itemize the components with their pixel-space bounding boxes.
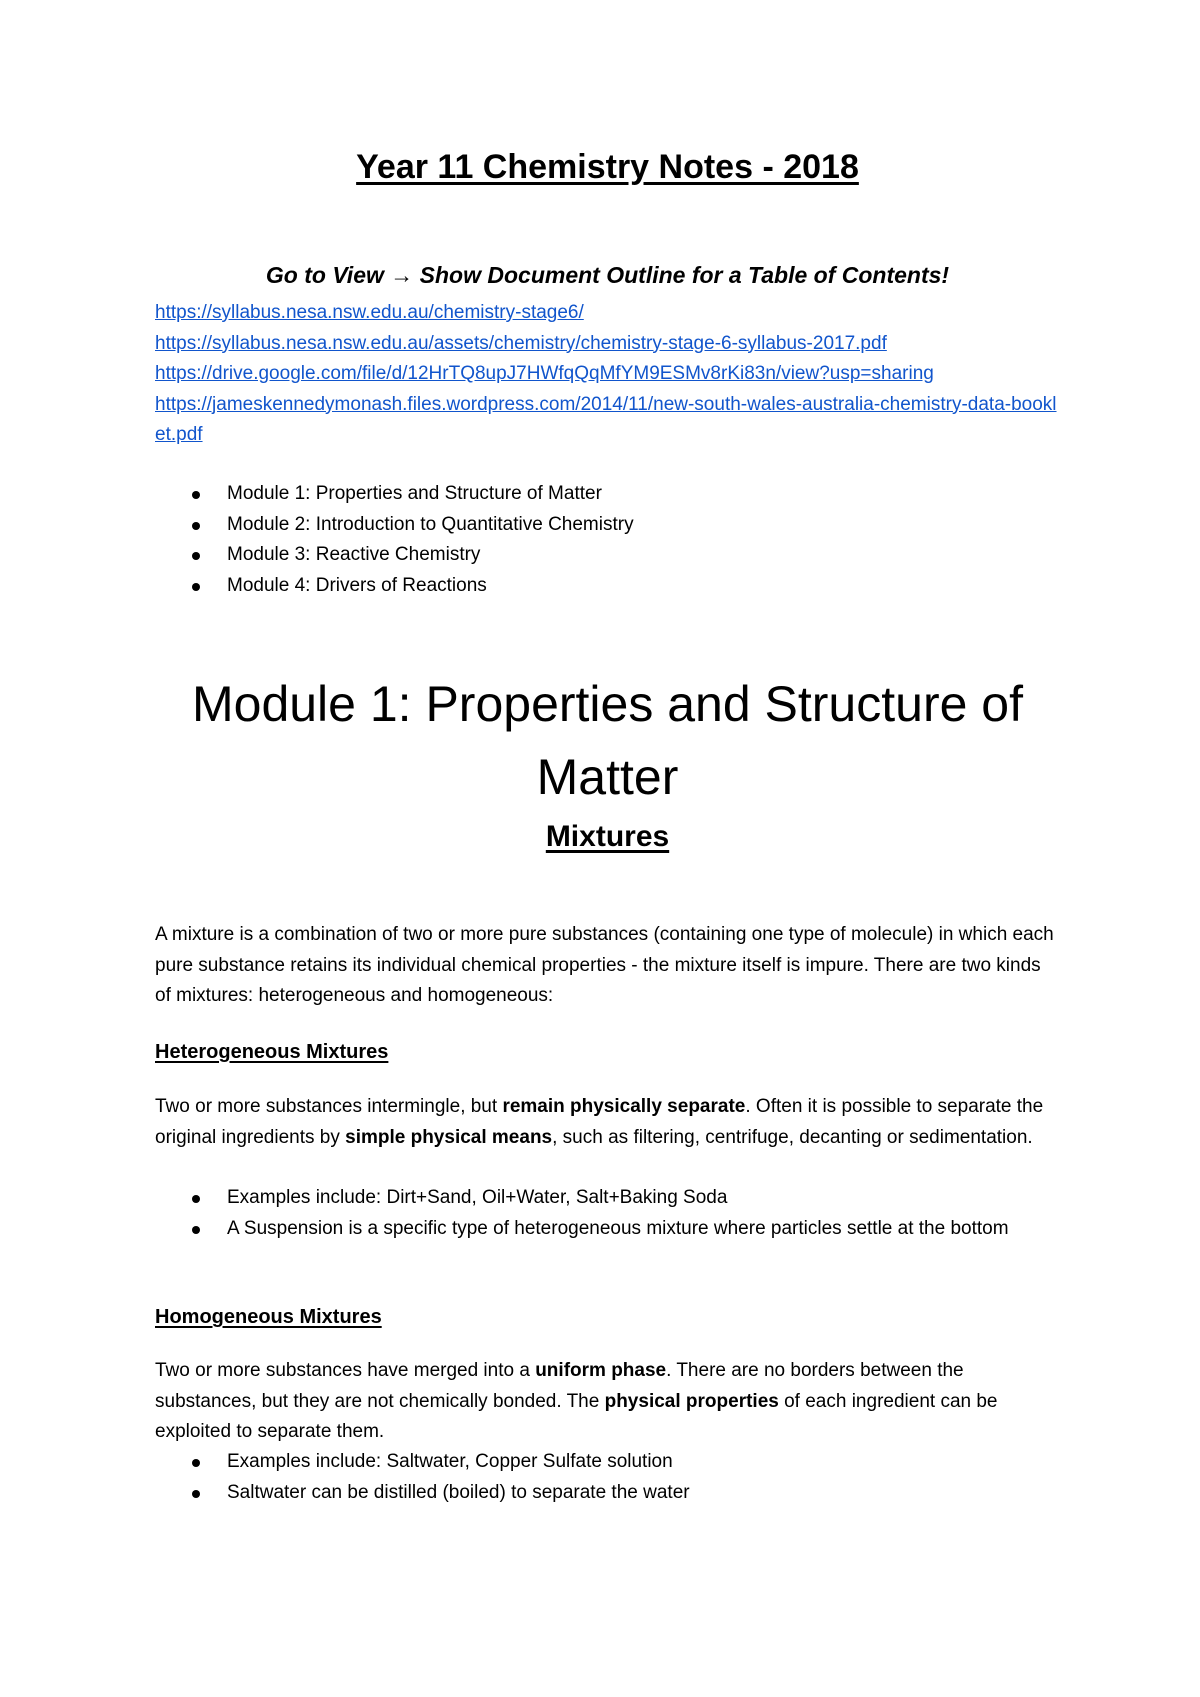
mixtures-heading: Mixtures [545,820,670,853]
bullet-icon [192,583,200,591]
modules-list [155,479,1060,601]
list-item-text: Module 3: Reactive Chemistry [227,544,481,565]
link-syllabus-pdf[interactable]: https://syllabus.nesa.nsw.edu.au/assets/chemistry/chemistry-stage-6-syllabus-2017.pdf [155,332,887,354]
bullet-icon [192,491,200,499]
outline-note: Go to View → Show Document Outline for a Table of Contents! [265,262,950,288]
bullet-icon [192,1490,200,1498]
reference-links [155,298,1060,451]
list-item-text: Module 2: Introduction to Quantitative Chemistry [227,513,634,535]
link-syllabus-page[interactable]: https://syllabus.nesa.nsw.edu.au/chemistry-stage6/ [155,302,584,323]
list-item [155,1183,1060,1214]
paragraph-text: , such as filtering, centrifuge, decanting or sedimentation. [552,1126,1033,1148]
list-item-text: Examples include: Saltwater, Copper Sulfate solution [227,1451,673,1472]
list-item [155,1447,1060,1478]
bullet-icon [192,1459,200,1467]
bold-phrase: physical properties [604,1390,779,1412]
list-item [155,571,1060,602]
bullet-icon [192,552,200,560]
bold-phrase: uniform phase [535,1360,667,1381]
intro-paragraph: A mixture is a combination of two or more pure substances (containing one type of molecule) in which each pure substance retains its individual chemical properties - the mixture itself is impure. There are two kinds of mixtures: heterogeneous and homogeneous: [155,924,1054,1006]
list-item [155,1478,1060,1509]
link-google-drive[interactable]: https://drive.google.com/file/d/12HrTQ8upJ7HWfqQqMfYM9ESMv8rKi83n/view?usp=sharing [155,363,934,384]
paragraph-text: Two or more substances intermingle, but [155,1096,503,1117]
bullet-icon [192,522,200,530]
bullet-icon [192,1195,200,1203]
list-item-text: Module 4: Drivers of Reactions [227,574,487,596]
list-item [155,479,1060,510]
paragraph-text: Two or more substances have merged into a [155,1360,536,1381]
heterogeneous-list [155,1183,1060,1244]
bullet-icon [192,1226,200,1234]
document-title: Year 11 Chemistry Notes - 2018 [356,148,859,186]
list-item-text: Saltwater can be distilled (boiled) to separate the water [227,1481,690,1503]
homogeneous-heading: Homogeneous Mixtures [155,1306,382,1328]
heterogeneous-heading: Heterogeneous Mixtures [155,1041,389,1063]
paragraph-text: . There are no borders between the substances, but they are not chemically bonded. The [155,1360,964,1412]
homogeneous-paragraph [155,1356,1060,1448]
paragraph-text: of each ingredient can be exploited to separate them. [155,1390,998,1442]
list-item-text: Module 1: Properties and Structure of Matter [227,483,602,504]
list-item [155,540,1060,571]
list-item [155,510,1060,541]
bold-phrase: remain physically separate [502,1096,746,1117]
heterogeneous-paragraph [155,1092,1060,1153]
module1-heading: Module 1: Properties and Structure of Matter [191,676,1023,805]
paragraph-text: . Often it is possible to separate the original ingredients by [155,1096,1044,1148]
list-item [155,1214,1060,1245]
bold-phrase: simple physical means [345,1126,553,1148]
homogeneous-list [155,1447,1060,1508]
list-item-text: A Suspension is a specific type of heterogeneous mixture where particles settle at the bottom [227,1217,1009,1239]
link-data-booklet[interactable]: https://jameskennedymonash.files.wordpress.com/2014/11/new-south-wales-australia-chemistry-data-booklet.pdf [155,393,1057,445]
list-item-text: Examples include: Dirt+Sand, Oil+Water, Salt+Baking Soda [227,1187,728,1208]
